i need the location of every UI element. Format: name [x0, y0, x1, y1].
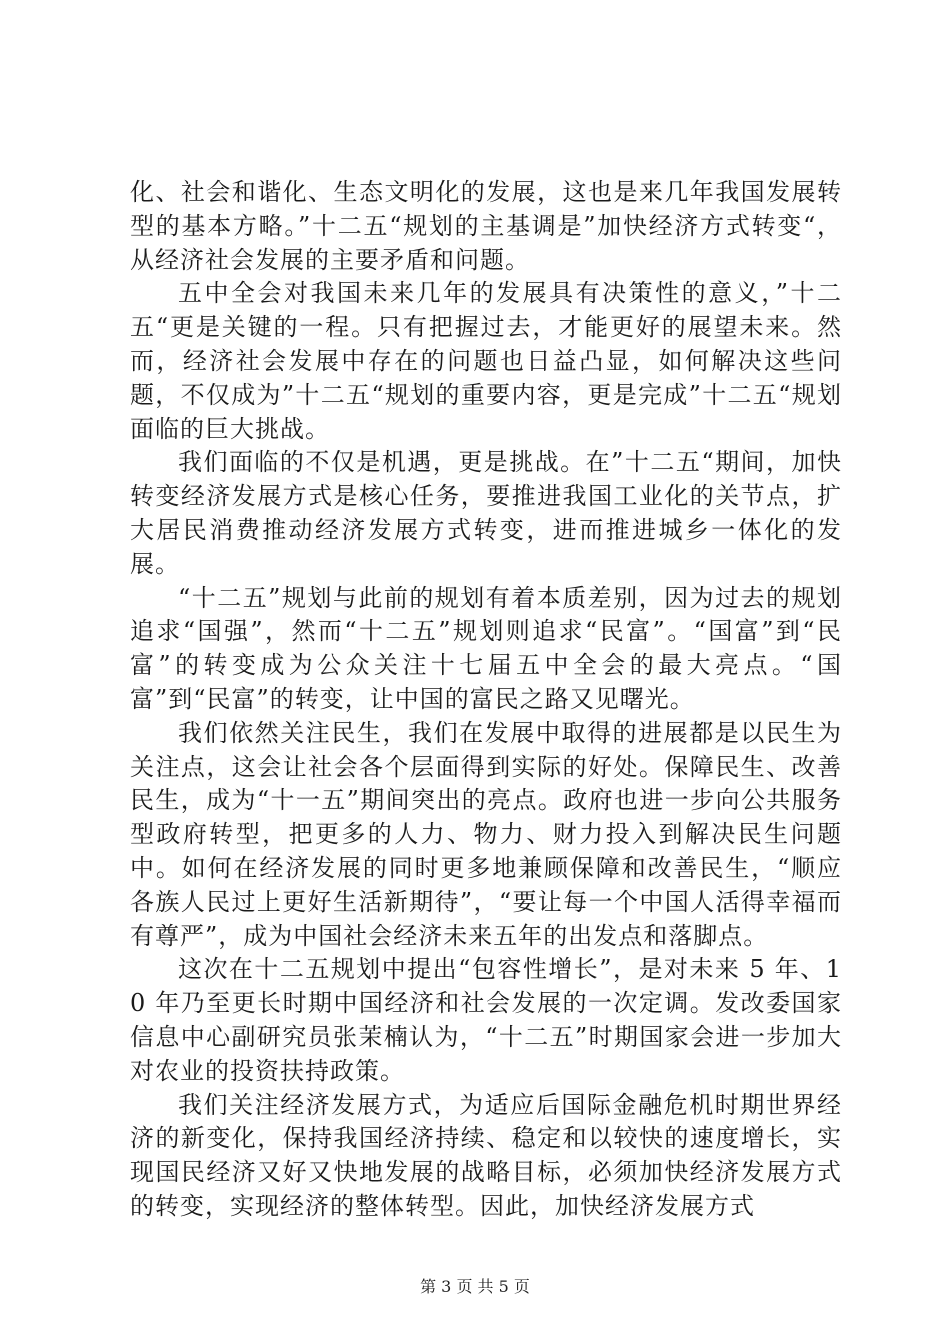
paragraph-6: 这次在十二五规划中提出“包容性增长”，是对未来 5 年、10 年乃至更长时期中国经济和社会发展的一次定调。发改委国家信息中心副研究员张茉楠认为，“十二五”时期国家会进一步加大对农业的投资扶持政策。 — [130, 955, 842, 1085]
paragraph-2: 五中全会对我国未来几年的发展具有决策性的意义，”十二五“更是关键的一程。只有把握过去，才能更好的展望未来。然而，经济社会发展中存在的问题也日益凸显，如何解决这些问题，不仅成为”十二五“规划的重要内容，更是完成”十二五“规划面临的巨大挑战。 — [130, 279, 842, 443]
paragraph-1: 化、社会和谐化、生态文明化的发展，这也是来几年我国发展转型的基本方略。”十二五“规划的主基调是”加快经济方式转变“，从经济社会发展的主要矛盾和问题。 — [130, 178, 842, 274]
paragraph-4: “十二五”规划与此前的规划有着本质差别，因为过去的规划追求“国强”，然而“十二五”规划则追求“民富”。“国富”到“民富”的转变成为公众关注十七届五中全会的最大亮点。“国富”到“民富”的转变，让中国的富民之路又见曙光。 — [130, 583, 842, 713]
paragraph-5: 我们依然关注民生，我们在发展中取得的进展都是以民生为关注点，这会让社会各个层面得到实际的好处。保障民生、改善民生，成为“十一五”期间突出的亮点。政府也进一步向公共服务型政府转型，把更多的人力、物力、财力投入到解决民生问题中。如何在经济发展的同时更多地兼顾保障和改善民生，“顺应各族人民过上更好生活新期待”，“要让每一个中国人活得幸福而有尊严”，成为中国社会经济未来五年的出发点和落脚点。 — [130, 718, 842, 950]
paragraph-7: 我们关注经济发展方式，为适应后国际金融危机时期世界经济的新变化，保持我国经济持续、稳定和以较快的速度增长，实现国民经济又好又快地发展的战略目标，必须加快经济发展方式的转变，实现经济的整体转型。因此，加快经济发展方式 — [130, 1090, 842, 1220]
paragraph-3: 我们面临的不仅是机遇，更是挑战。在”十二五“期间，加快转变经济发展方式是核心任务，要推进我国工业化的关节点，扩大居民消费推动经济发展方式转变，进而推进城乡一体化的发展。 — [130, 448, 842, 578]
document-body — [130, 176, 842, 1224]
page-footer: 第 3 页 共 5 页 — [420, 1277, 530, 1296]
